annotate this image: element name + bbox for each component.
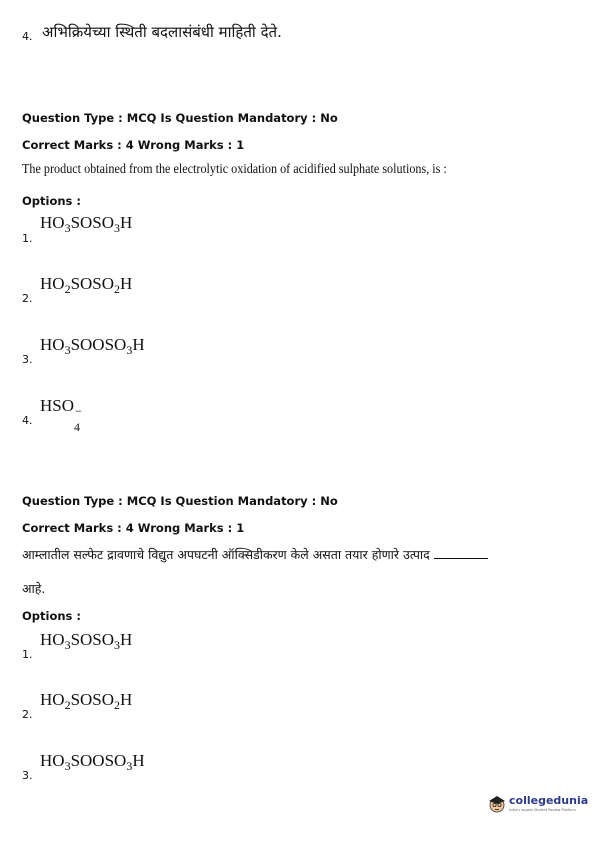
option-2-formula[interactable]: $HO_2SOSO_2H$ <box>40 690 133 712</box>
option-3-formula[interactable]: $HO_3SOOSO_3H$ <box>40 335 145 357</box>
option-1-formula[interactable]: $HO_3SOSO_3H$ <box>40 213 133 235</box>
marks-line: Correct Marks : 4 Wrong Marks : 1 <box>22 521 245 535</box>
option-3-formula[interactable]: $HO_3SOOSO_3H$ <box>40 751 145 773</box>
answer-blank <box>434 558 488 559</box>
question-text-continued: आहे. <box>22 581 46 596</box>
collegedunia-logo <box>486 792 589 816</box>
option-number: 1. <box>22 648 33 661</box>
option-number: 1. <box>22 232 33 245</box>
question-type-line: Question Type : MCQ Is Question Mandatory : No <box>22 494 338 508</box>
option-number: 2. <box>22 708 33 721</box>
brand-tagline: India's largest Student Review Platform <box>509 808 576 812</box>
mascot-icon <box>486 793 508 815</box>
options-label: Options : <box>22 194 81 208</box>
option-number: 2. <box>22 292 33 305</box>
question-type-line: Question Type : MCQ Is Question Mandatory : No <box>22 111 338 125</box>
option-number: 4. <box>22 414 33 427</box>
brand-name: collegedunia <box>509 794 589 807</box>
option-2-formula[interactable]: $HO_2SOSO_2H$ <box>40 274 133 296</box>
marks-line: Correct Marks : 4 Wrong Marks : 1 <box>22 138 245 152</box>
question-text: आम्लातील सल्फेट द्रावणाचे विद्युत अपघटनी ऑक्सिडीकरण केले असता तयार होणारे उत्पाद <box>22 546 488 563</box>
option-number: 3. <box>22 769 33 782</box>
question-text: The product obtained from the electrolytic oxidation of acidified sulphate solutions, is : <box>22 161 447 176</box>
option-number: 3. <box>22 353 33 366</box>
options-label: Options : <box>22 609 81 623</box>
option-number: 4. <box>22 30 33 43</box>
option-text: अभिक्रियेच्या स्थिती बदलासंबंधी माहिती देते. <box>42 23 282 41</box>
option-4-formula[interactable]: HSO − 4 <box>40 396 82 434</box>
option-1-formula[interactable]: $HO_3SOSO_3H$ <box>40 630 133 652</box>
